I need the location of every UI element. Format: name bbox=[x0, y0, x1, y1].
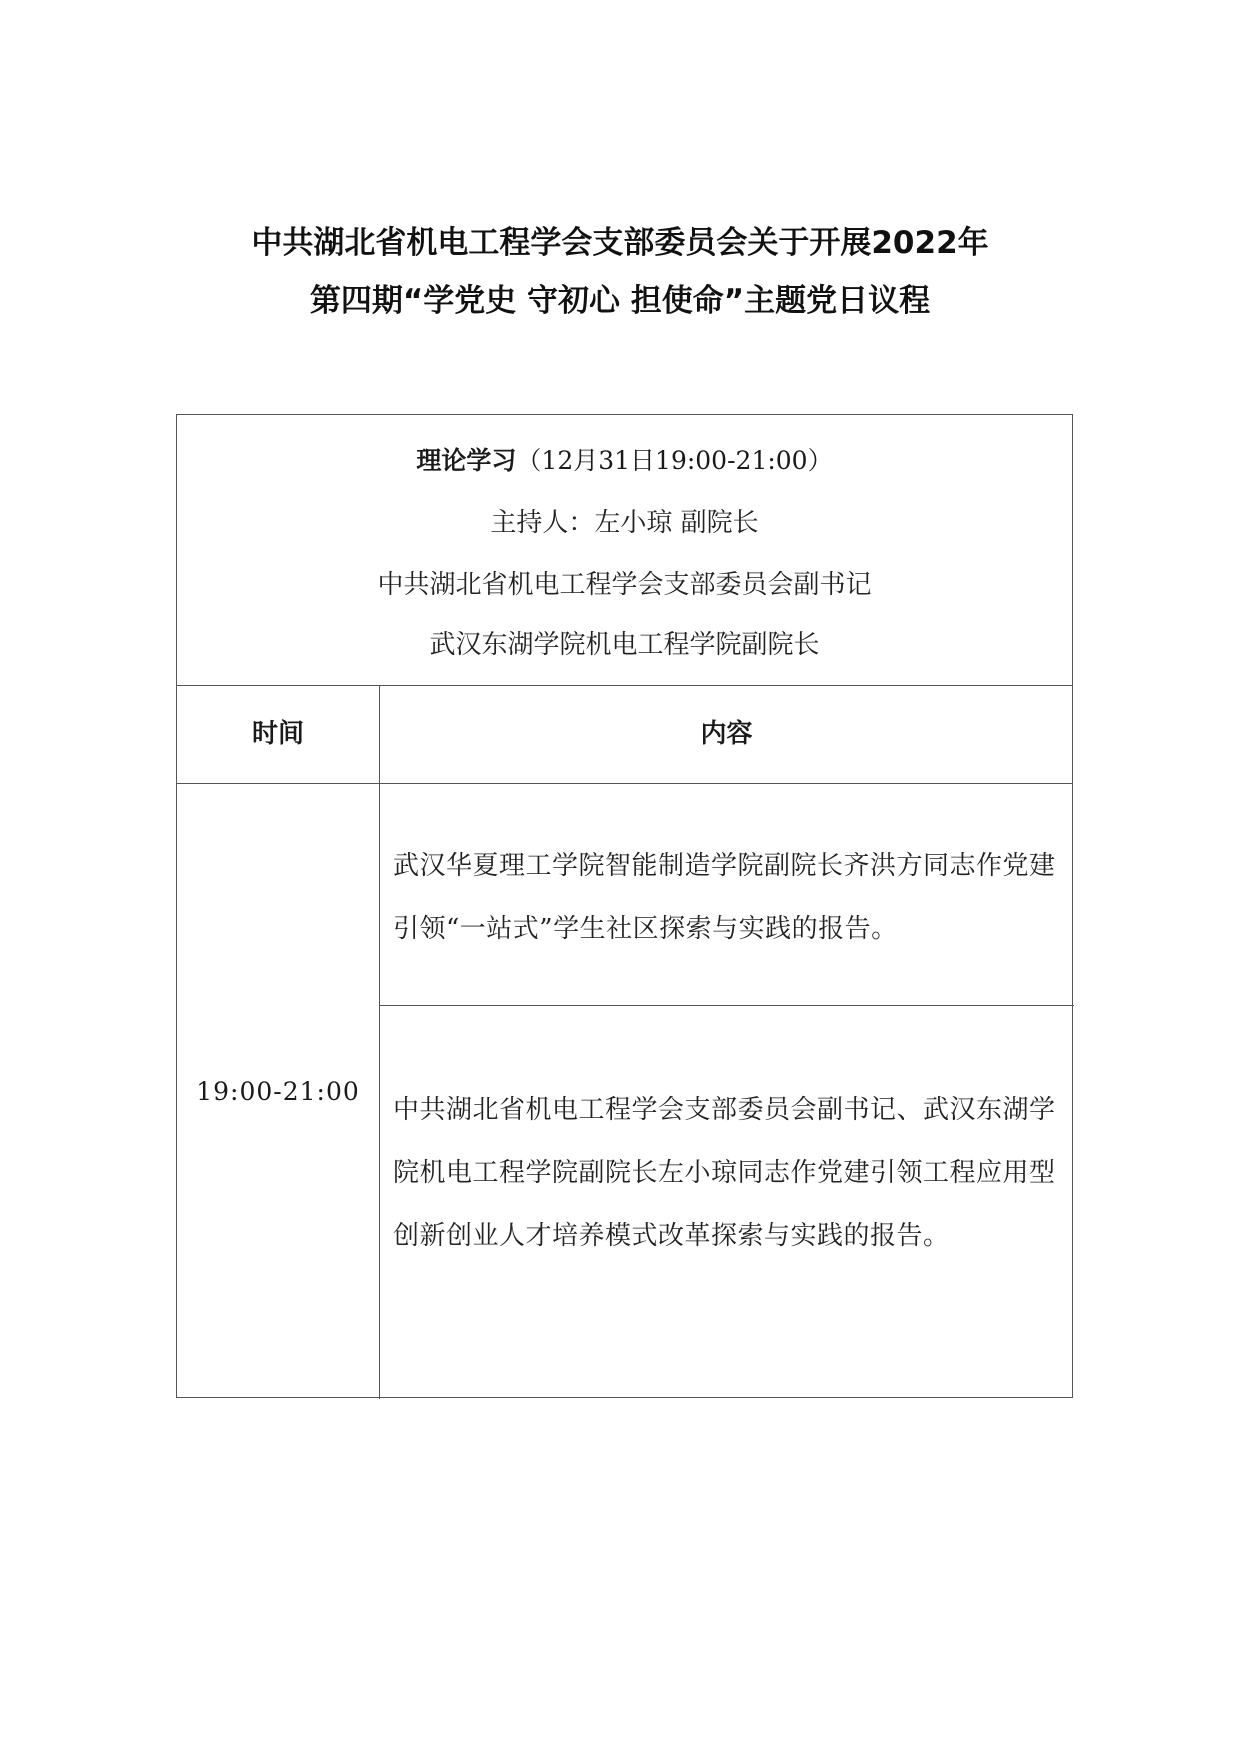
title-line-2: 第四期“学党史 守初心 担使命”主题党日议程 bbox=[309, 283, 931, 319]
host-line: 主持人：左小琼 副院长 bbox=[490, 508, 759, 538]
session-header bbox=[177, 415, 1072, 685]
col-header-time: 时间 bbox=[251, 719, 304, 749]
divider-items bbox=[379, 1005, 1074, 1006]
document-title bbox=[0, 214, 1240, 330]
col-header-content: 内容 bbox=[700, 719, 753, 749]
title-line-1: 中共湖北省机电工程学会支部委员会关于开展2022年 bbox=[251, 225, 989, 261]
column-divider bbox=[379, 685, 380, 1399]
session-name: 理论学习 bbox=[416, 446, 517, 475]
content-item-2: 中共湖北省机电工程学会支部委员会副书记、武汉东湖学院机电工程学院副院长左小琼同志作党建引领工程应用型创新创业人才培养模式改革探索与实践的报告。 bbox=[393, 1095, 1056, 1251]
session-title bbox=[177, 441, 1072, 481]
time-value: 19:00-21:00 bbox=[196, 1076, 360, 1106]
host-role-2: 武汉东湖学院机电工程学院副院长 bbox=[429, 630, 820, 660]
agenda-table bbox=[176, 414, 1073, 1398]
time-cell bbox=[177, 783, 379, 1399]
session-time: （12月31日19:00-21:00） bbox=[516, 446, 833, 475]
host-role-1: 中共湖北省机电工程学会支部委员会副书记 bbox=[377, 570, 872, 600]
content-item-1: 武汉华夏理工学院智能制造学院副院长齐洪方同志作党建引领“一站式”学生社区探索与实践的报告。 bbox=[393, 851, 1056, 944]
